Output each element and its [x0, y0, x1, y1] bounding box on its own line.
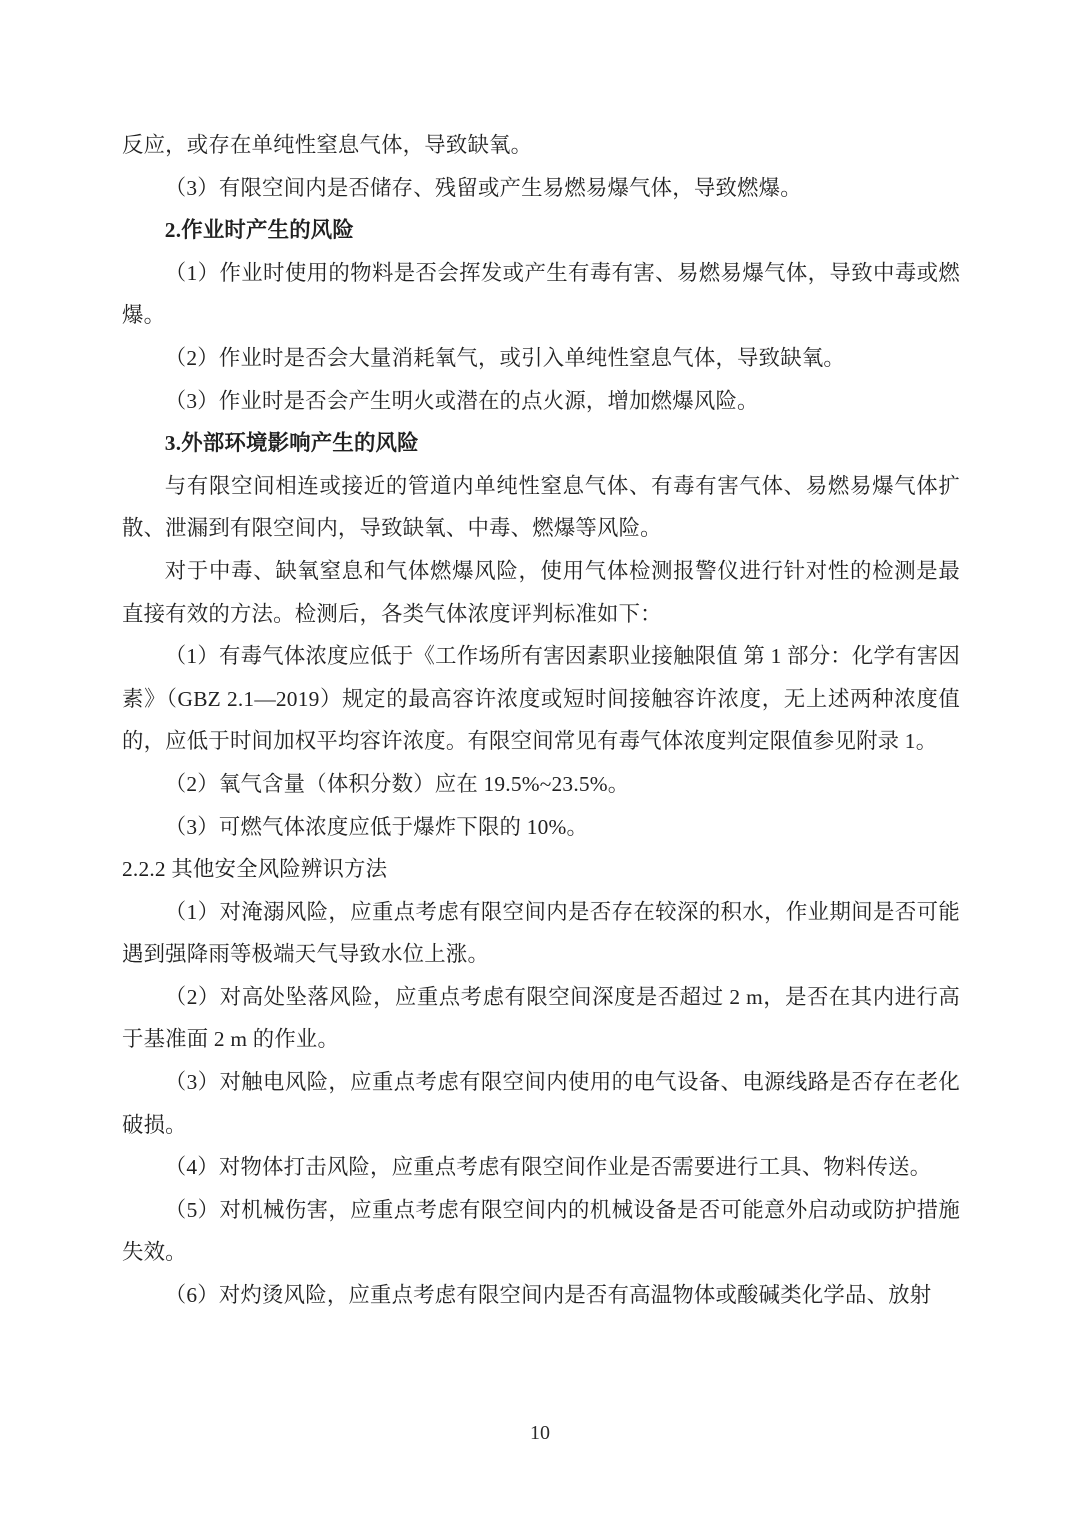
paragraph-continuation: 反应，或存在单纯性窒息气体，导致缺氧。: [122, 133, 533, 157]
paragraph: （3）有限空间内是否储存、残留或产生易燃易爆气体，导致燃爆。: [164, 175, 802, 200]
paragraph: （3）可燃气体浓度应低于爆炸下限的 10%。: [164, 814, 589, 839]
paragraph: （1）有毒气体浓度应低于《工作场所有害因素职业接触限值 第 1 部分：化学有害因素》（GBZ 2.1—2019）规定的最高容许浓度或短时间接触容许浓度，无上述两种浓度值的，应低于时间加权平均容许浓度。有限空间常见有毒气体浓度判定限值参见附录 1。: [122, 644, 960, 754]
paragraph: （4）对物体打击风险，应重点考虑有限空间作业是否需要进行工具、物料传送。: [164, 1155, 932, 1180]
paragraph: （3）对触电风险，应重点考虑有限空间内使用的电气设备、电源线路是否存在老化破损。: [122, 1070, 960, 1137]
paragraph: （2）氧气含量（体积分数）应在 19.5%~23.5%。: [164, 771, 630, 796]
section-heading-2-2-2: 2.2.2 其他安全风险辨识方法: [122, 857, 388, 882]
paragraph: （2）对高处坠落风险，应重点考虑有限空间深度是否超过 2 m，是否在其内进行高于基准面 2 m 的作业。: [122, 984, 960, 1052]
paragraph: （3）作业时是否会产生明火或潜在的点火源，增加燃爆风险。: [164, 388, 759, 413]
paragraph: 与有限空间相连或接近的管道内单纯性窒息气体、有毒有害气体、易燃易爆气体扩散、泄漏到有限空间内，导致缺氧、中毒、燃爆等风险。: [122, 473, 960, 541]
document-body: [122, 124, 960, 1317]
paragraph: 对于中毒、缺氧窒息和气体燃爆风险，使用气体检测报警仪进行针对性的检测是最直接有效的方法。检测后，各类气体浓度评判标准如下：: [122, 558, 960, 626]
page-number: 10: [530, 1422, 550, 1444]
paragraph: （5）对机械伤害，应重点考虑有限空间内的机械设备是否可能意外启动或防护措施失效。: [122, 1197, 960, 1265]
paragraph: （6）对灼烫风险，应重点考虑有限空间内是否有高温物体或酸碱类化学品、放射: [164, 1283, 932, 1308]
subheading-risk-during-work: 2.作业时产生的风险: [164, 218, 354, 243]
paragraph: （2）作业时是否会大量消耗氧气，或引入单纯性窒息气体，导致缺氧。: [164, 345, 846, 370]
subheading-external-env-risk: 3.外部环境影响产生的风险: [164, 431, 419, 456]
paragraph: （1）对淹溺风险，应重点考虑有限空间内是否存在较深的积水，作业期间是否可能遇到强降雨等极端天气导致水位上涨。: [122, 899, 960, 967]
paragraph: （1）作业时使用的物料是否会挥发或产生有毒有害、易燃易爆气体，导致中毒或燃爆。: [122, 260, 960, 328]
